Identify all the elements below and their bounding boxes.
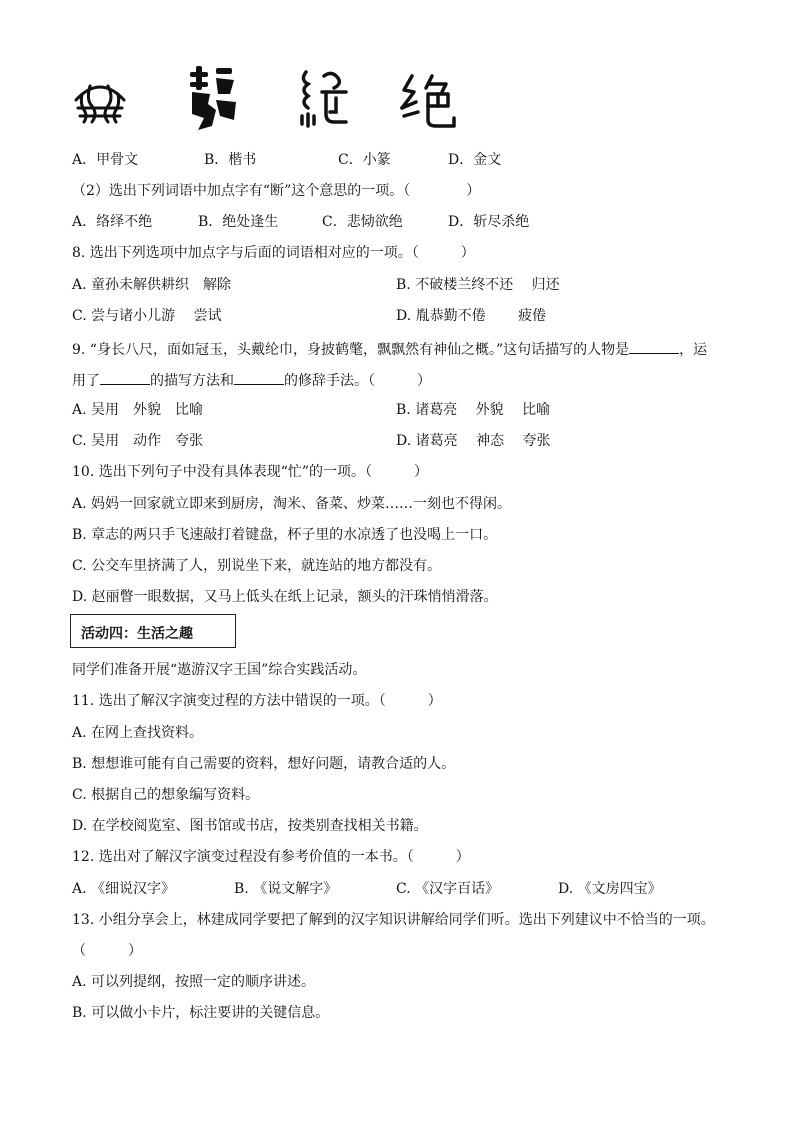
q9-stem-text: ，运 [679,342,708,358]
q9-blank-person[interactable] [629,339,679,354]
q9-stem-text: 9. “身长八尺，面如冠玉，头戴纶巾，身披鹤氅，飘飘然有神仙之概。”这句话描写的人物是 [72,342,630,358]
activity-four-intro: 同学们准备开展“遨游汉字王国”综合实践活动。 [72,662,367,678]
activity-four-heading-box [70,614,236,648]
q13-option-b: B. 可以做小卡片，标注要讲的关键信息。 [72,1005,330,1021]
q12-option-b: B. 《说文解字》 [234,881,338,897]
q11-option-c: C. 根据自己的想象编写资料。 [72,787,260,803]
q9-stem-text: 用了 [72,373,100,389]
q7-option-a: A．甲骨文 [72,152,139,168]
q9-stem-text: 的描写方法和 [150,373,234,389]
q9-stem-line2 [72,370,431,390]
q12-option-a: A. 《细说汉字》 [72,881,176,897]
q13-stem: 13. 小组分享会上，林建成同学要把了解到的汉字知识讲解给同学们听。选出下列建议中不恰当的一项。 [72,912,715,928]
q9-option-a: A. 吴用 外貌 比喻 [72,402,204,418]
regular-script-glyph-image [398,72,458,130]
q13-option-a: A. 可以列提纲，按照一定的顺序讲述。 [72,974,316,990]
q10-option-a: A. 妈妈一回家就立即来到厨房，淘米、备菜、炒菜……一刻也不得闲。 [72,496,512,512]
activity-four-heading: 活动四：生活之趣 [81,626,193,642]
q10-option-d: D. 赵丽瞥一眼数据，又马上低头在纸上记录，额头的汗珠悄悄滑落。 [72,589,498,605]
q10-option-c: C. 公交车里挤满了人，别说坐下来，就连站的地方都没有。 [72,558,442,574]
q9-blank-rhetoric[interactable] [234,370,284,385]
q8-stem: 8. 选出下列选项中加点字与后面的词语相对应的一项。（ ） [72,245,475,261]
q7-sub2-option-a: A．络绎不绝 [72,214,153,230]
q9-blank-method[interactable] [100,370,150,385]
q10-stem: 10. 选出下列句子中没有具体表现“忙”的一项。（ ） [72,464,429,480]
q8-option-c: C. 尝与诸小儿游 尝试 [72,308,222,324]
q12-option-c: C. 《汉字百话》 [396,881,500,897]
small-seal-glyph-image [296,68,350,134]
q11-option-d: D. 在学校阅览室、图书馆或书店，按类别查找相关书籍。 [72,818,428,834]
q7-option-c: C．小篆 [338,152,391,168]
q7-sub2-option-d: D．斩尽杀绝 [448,214,530,230]
q7-option-b: B．楷书 [204,152,257,168]
q12-option-d: D. 《文房四宝》 [558,881,662,897]
q7-option-d: D．金文 [448,152,502,168]
oracle-bone-glyph-image [72,70,128,126]
q9-stem-text: 的修辞手法。（ ） [284,373,431,389]
q7-sub2-stem: （2）选出下列词语中加点字有“断”这个意思的一项。（ ） [72,183,481,199]
q10-option-b: B. 章志的两只手飞速敲打着键盘，杯子里的水凉透了也没喝上一口。 [72,527,498,543]
q7-sub2-option-c: C．悲恸欲绝 [322,214,403,230]
q9-option-d: D. 诸葛亮 神态 夸张 [396,433,551,449]
q8-option-d: D. 胤恭勤不倦 疲倦 [396,308,547,324]
q8-option-b: B. 不破楼兰终不还 归还 [396,277,560,293]
q11-option-a: A. 在网上查找资料。 [72,725,204,741]
q7-sub2-option-b: B．绝处逢生 [198,214,279,230]
q13-answer-paren: （ ） [72,943,142,959]
q9-stem-line1 [72,339,707,359]
q12-stem: 12. 选出对了解汉字演变过程没有参考价值的一本书。（ ） [72,849,470,865]
q9-option-b: B. 诸葛亮 外貌 比喻 [396,402,551,418]
q11-stem: 11. 选出了解汉字演变过程的方法中错误的一项。（ ） [72,693,442,709]
q9-option-c: C. 吴用 动作 夸张 [72,433,204,449]
q8-option-a: A. 童孙未解供耕织 解除 [72,277,232,293]
q11-option-b: B. 想想谁可能有自己需要的资料，想好问题，请教合适的人。 [72,756,456,772]
bronze-inscription-glyph-image [186,64,240,132]
